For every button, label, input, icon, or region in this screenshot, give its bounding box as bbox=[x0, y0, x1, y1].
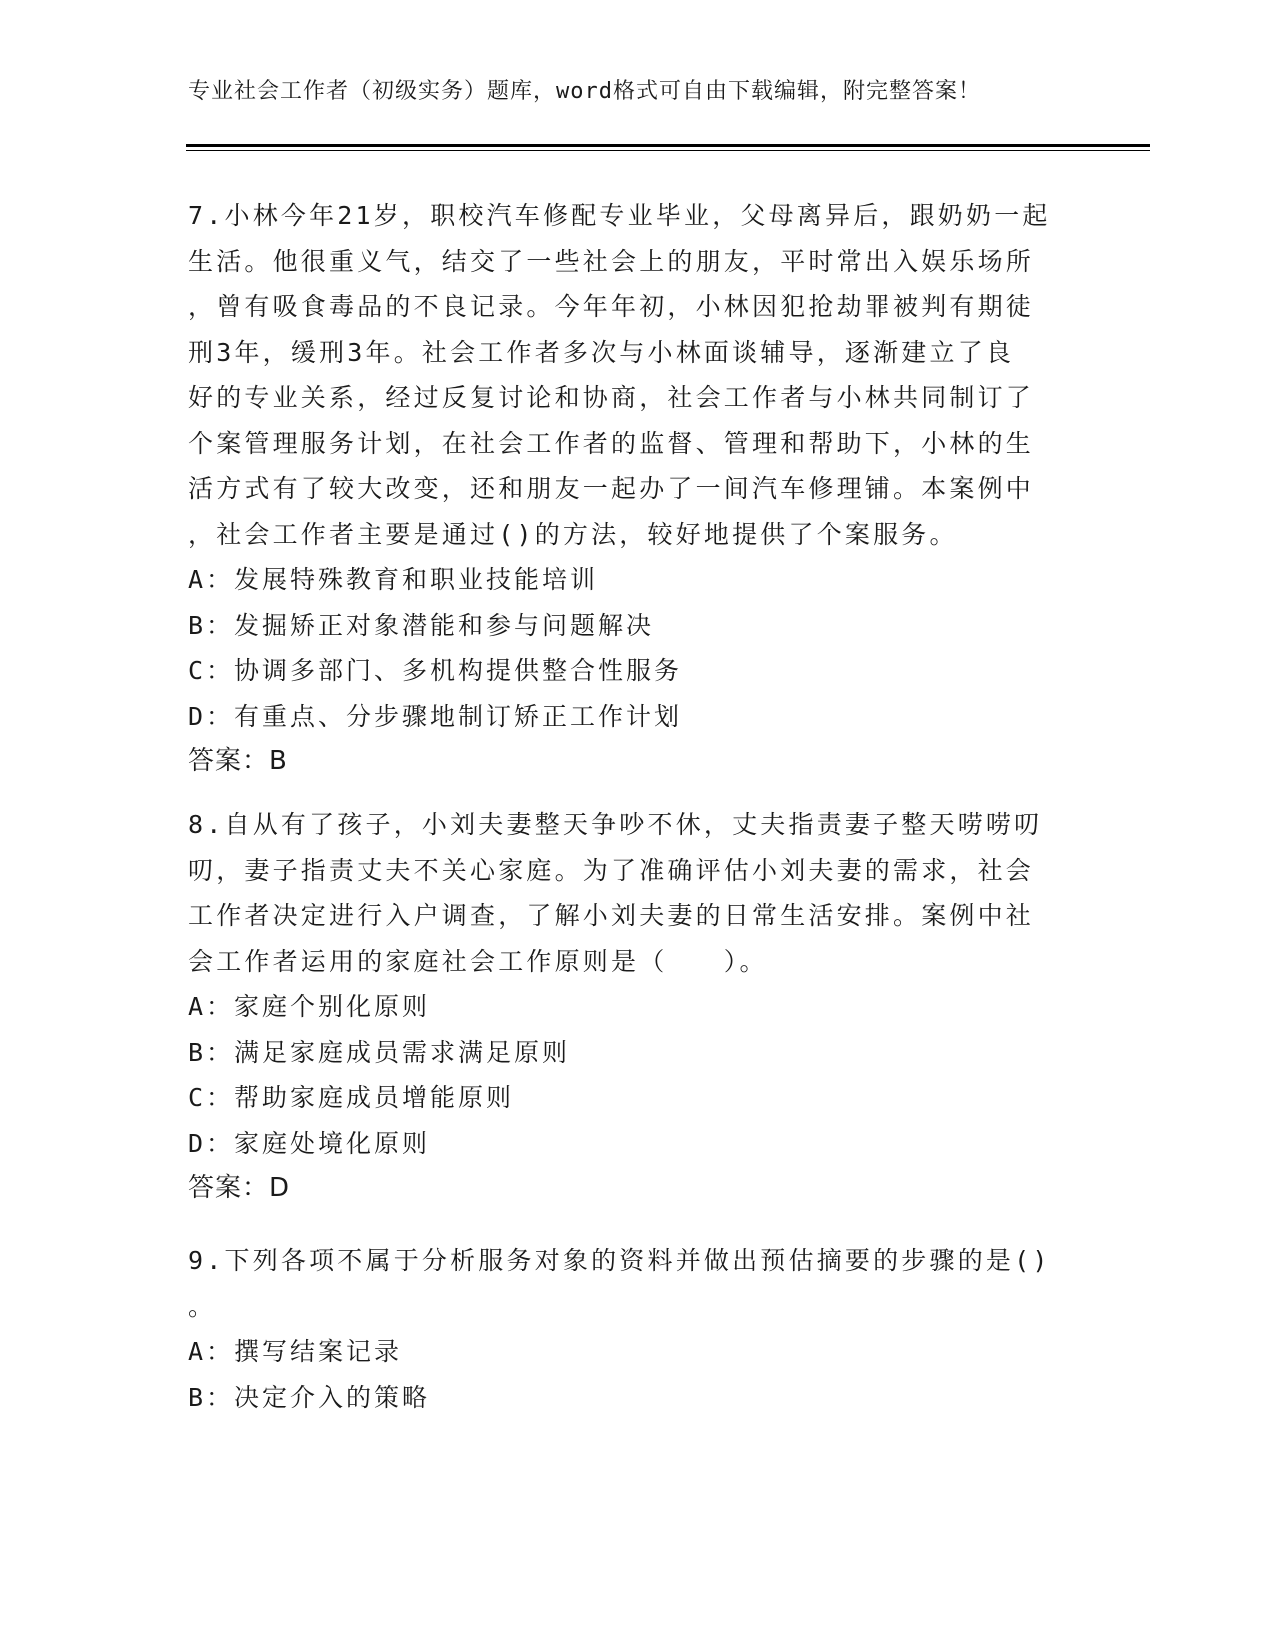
question-stem-line: 会工作者运用的家庭社会工作原则是（ ）。 bbox=[188, 946, 768, 976]
question-stem-line: 叨，妻子指责丈夫不关心家庭。为了准确评估小刘夫妻的需求，社会 bbox=[188, 855, 1035, 885]
question-stem-line: 生活。他很重义气，结交了一些社会上的朋友，平时常出入娱乐场所 bbox=[188, 246, 1035, 276]
answer-label: 答案：D bbox=[188, 1173, 291, 1203]
question-stem-line: 工作者决定进行入户调查，了解小刘夫妻的日常生活安排。案例中社 bbox=[188, 901, 1035, 930]
question-stem-line: 8.自从有了孩子，小刘夫妻整天争吵不休，丈夫指责妻子整天唠唠叨 bbox=[188, 810, 1043, 839]
option-a: A：发展特殊教育和职业技能培训 bbox=[188, 565, 599, 594]
question-stem-line: ，曾有吸食毒品的不良记录。今年年初，小林因犯抢劫罪被判有期徒 bbox=[188, 292, 1035, 321]
option-c: C：协调多部门、多机构提供整合性服务 bbox=[188, 656, 683, 685]
document-header: 专业社会工作者（初级实务）题库，word格式可自由下载编辑，附完整答案！ bbox=[188, 79, 981, 104]
question-stem-line: ，社会工作者主要是通过()的方法，较好地提供了个案服务。 bbox=[188, 519, 958, 549]
question-stem-line: 好的专业关系，经过反复讨论和协商，社会工作者与小林共同制订了 bbox=[188, 383, 1035, 412]
option-a: A：撰写结案记录 bbox=[188, 1337, 403, 1366]
option-d: D：有重点、分步骤地制订矫正工作计划 bbox=[188, 701, 683, 731]
question-stem-line: 7.小林今年21岁，职校汽车修配专业毕业，父母离异后，跟奶奶一起 bbox=[188, 201, 1051, 230]
header-rule-thick bbox=[186, 144, 1150, 147]
question-stem-line: 刑3年，缓刑3年。社会工作者多次与小林面谈辅导，逐渐建立了良 bbox=[188, 337, 1015, 367]
option-b: B：决定介入的策略 bbox=[188, 1382, 431, 1412]
question-9 bbox=[188, 1238, 1088, 1420]
header-rule-thin bbox=[186, 150, 1150, 151]
question-stem-line: 个案管理服务计划，在社会工作者的监督、管理和帮助下，小林的生 bbox=[188, 428, 1035, 458]
option-b: B：发掘矫正对象潜能和参与问题解决 bbox=[188, 610, 655, 640]
question-stem-line: 活方式有了较大改变，还和朋友一起办了一间汽车修理铺。本案例中 bbox=[188, 474, 1035, 503]
question-stem-line: 9.下列各项不属于分析服务对象的资料并做出预估摘要的步骤的是() bbox=[188, 1246, 1051, 1275]
option-c: C：帮助家庭成员增能原则 bbox=[188, 1083, 515, 1112]
question-stem-line: 。 bbox=[188, 1291, 217, 1321]
answer-label: 答案：B bbox=[188, 746, 288, 776]
option-d: D：家庭处境化原则 bbox=[188, 1128, 431, 1158]
question-7 bbox=[188, 193, 1088, 785]
option-b: B：满足家庭成员需求满足原则 bbox=[188, 1037, 571, 1067]
option-a: A：家庭个别化原则 bbox=[188, 992, 431, 1021]
question-8 bbox=[188, 802, 1088, 1212]
